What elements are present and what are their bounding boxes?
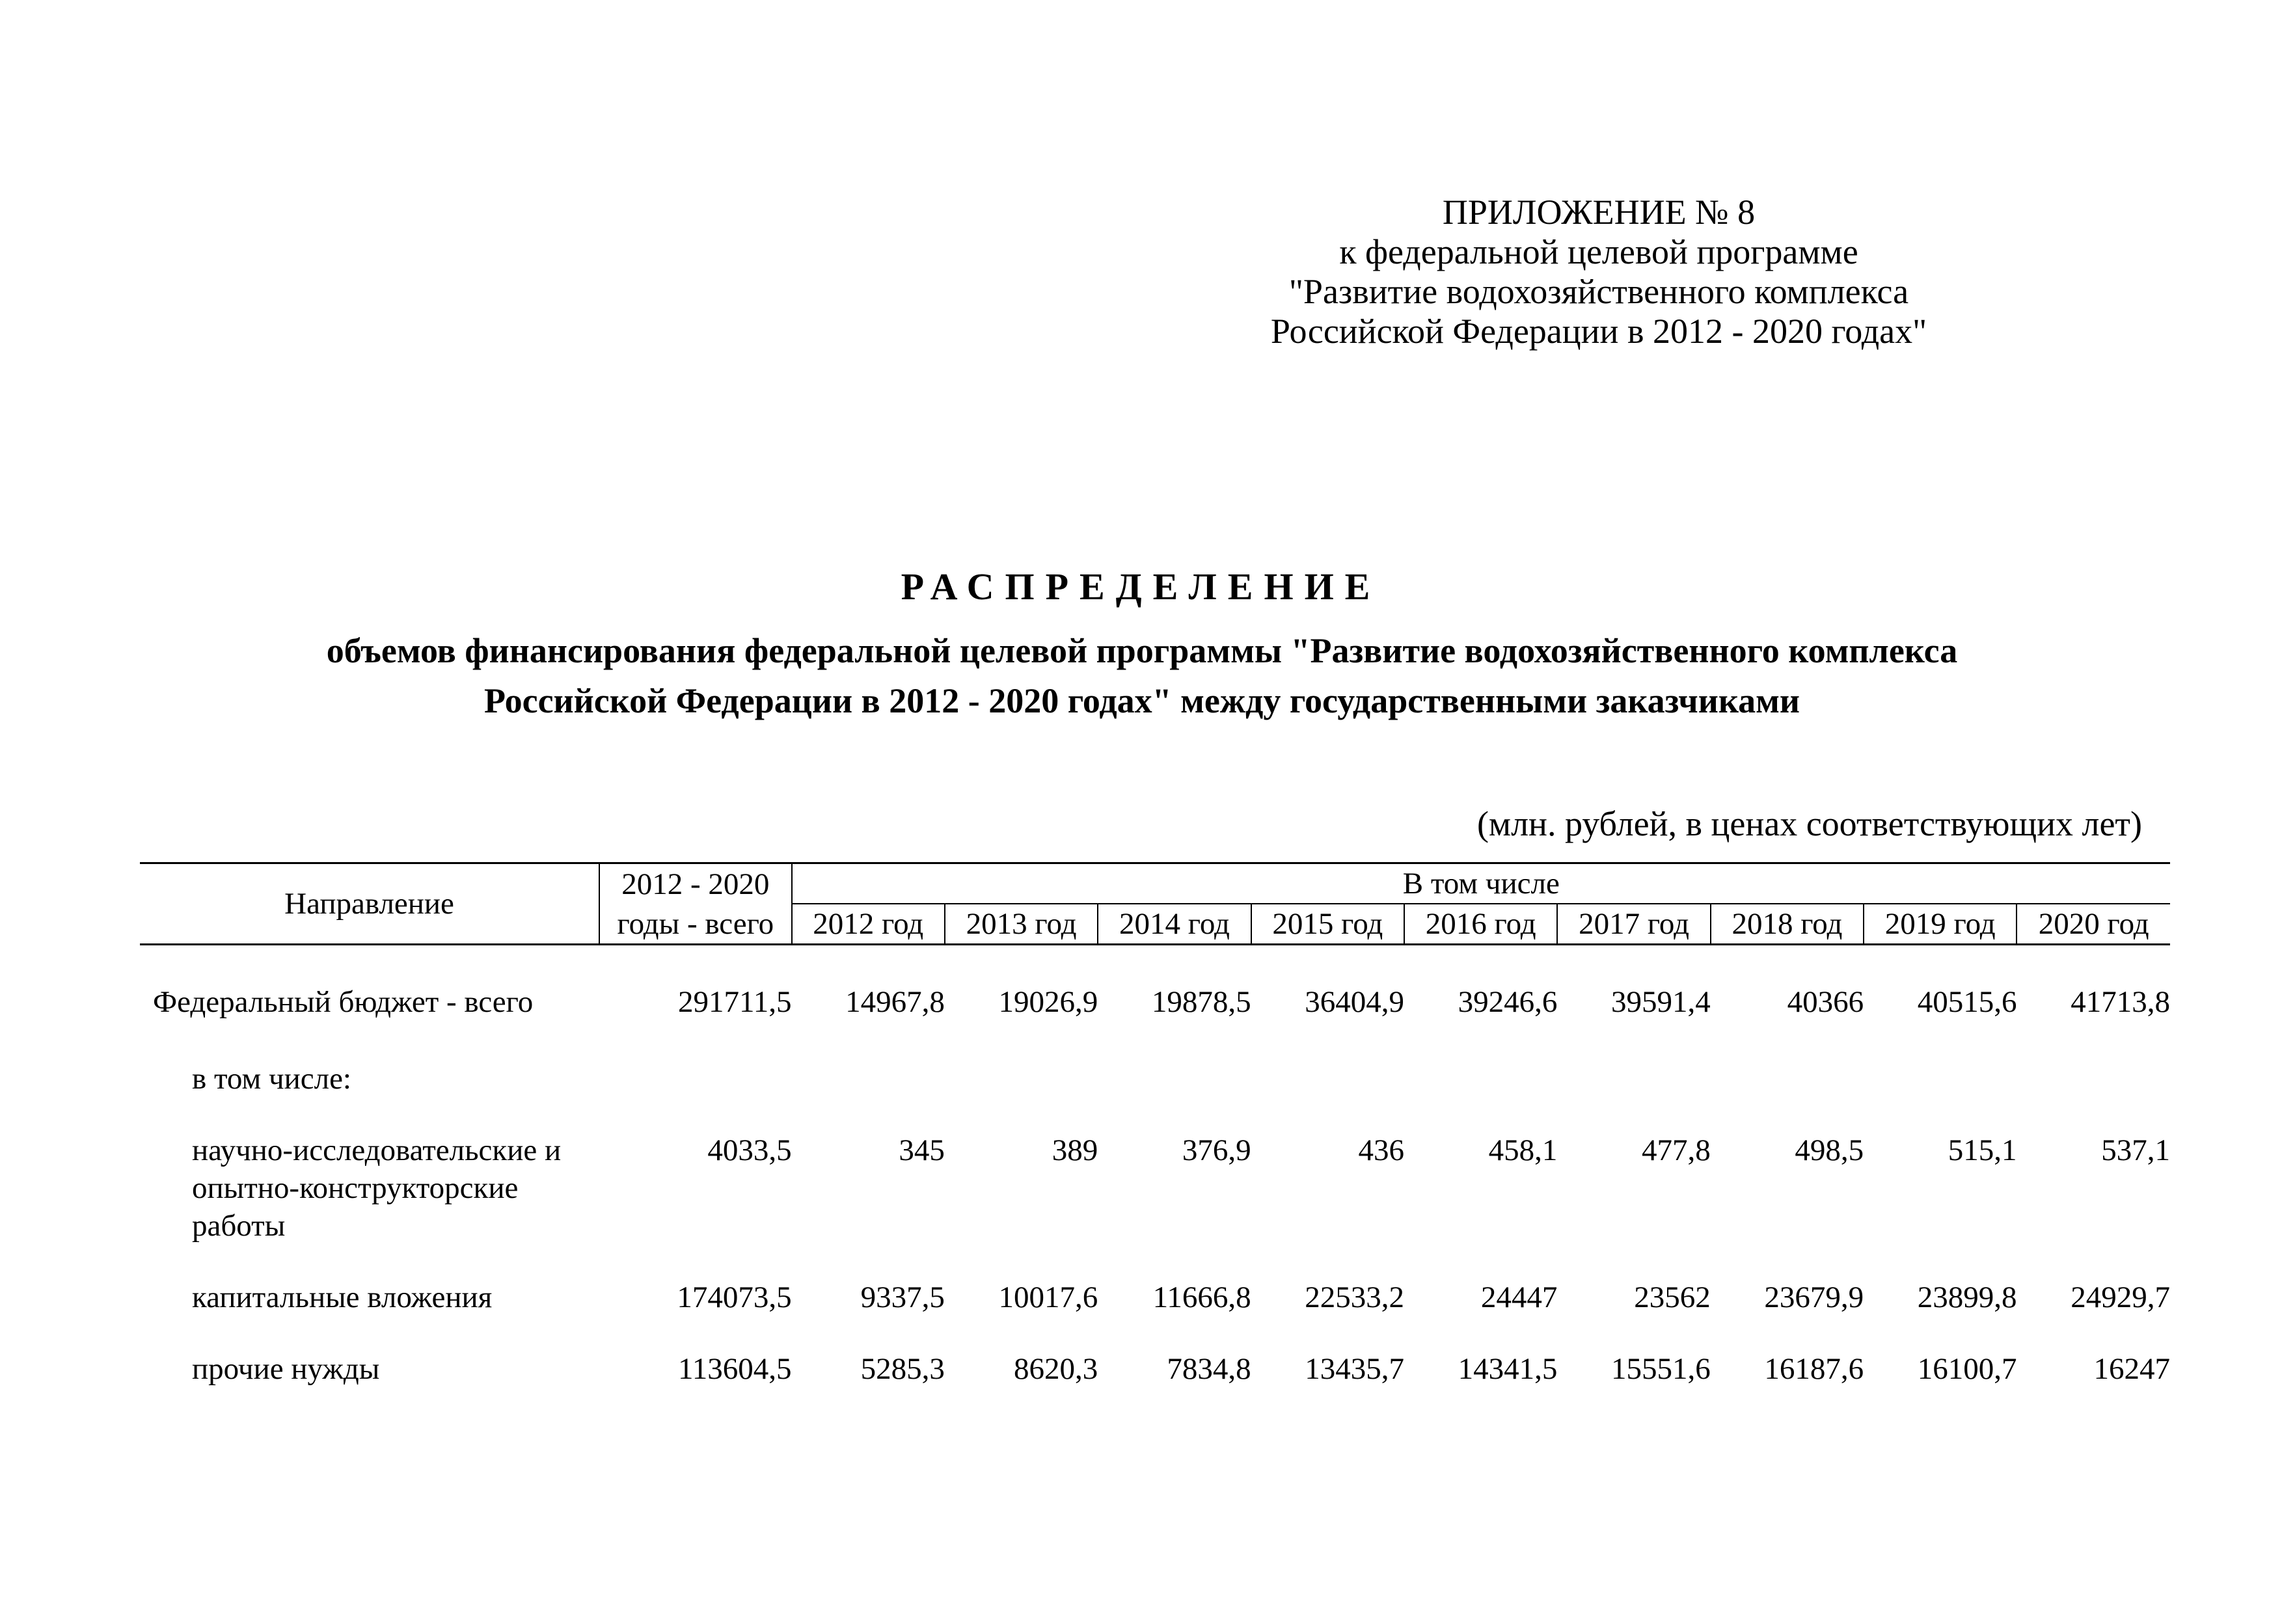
row-total: 174073,5 <box>677 1280 792 1314</box>
row-value: 537,1 <box>2101 1133 2170 1167</box>
row-value: 436 <box>1358 1133 1404 1167</box>
row-total: 291711,5 <box>678 985 792 1019</box>
header-total-line-2: годы - всего <box>599 904 791 945</box>
row-value: 14341,5 <box>1458 1352 1558 1386</box>
row-value: 376,9 <box>1182 1133 1251 1167</box>
row-value: 24929,7 <box>2071 1280 2170 1314</box>
row-value: 19026,9 <box>998 985 1098 1019</box>
row-label: прочие нужды <box>192 1352 380 1386</box>
row-value: 8620,3 <box>1014 1352 1098 1386</box>
table-row-capital-investments <box>140 1245 2170 1316</box>
appendix-program-name: "Развитие водохозяйственного комплекса <box>1288 272 1909 311</box>
header-including: В том числе <box>792 863 2170 904</box>
row-label: Федеральный бюджет - всего <box>153 985 534 1019</box>
units-note: (млн. рублей, в ценах соответствующих лет) <box>1476 804 2142 843</box>
header-year: 2014 год <box>1098 904 1251 945</box>
row-total: 113604,5 <box>678 1352 792 1386</box>
appendix-reference: к федеральной целевой программе <box>1339 232 1858 271</box>
row-value: 389 <box>1052 1133 1098 1167</box>
appendix-program-period: Российской Федерации в 2012 - 2020 годах" <box>1270 312 1927 351</box>
row-value: 515,1 <box>1948 1133 2017 1167</box>
row-value: 23562 <box>1634 1280 1711 1314</box>
subtitle-line-2: Российской Федерации в 2012 - 2020 годах" между государственными заказчиками <box>483 681 1800 720</box>
row-value: 458,1 <box>1488 1133 1558 1167</box>
appendix-number: ПРИЛОЖЕНИЕ № 8 <box>1442 193 1756 232</box>
row-value: 19878,5 <box>1151 985 1251 1019</box>
row-value: 11666,8 <box>1152 1280 1251 1314</box>
document-title: РАСПРЕДЕЛЕНИЕ <box>901 565 1381 608</box>
row-value: 477,8 <box>1641 1133 1711 1167</box>
table-row-other-needs <box>140 1316 2170 1388</box>
row-value: 9337,5 <box>860 1280 945 1314</box>
row-value: 36404,9 <box>1305 985 1404 1019</box>
row-value: 7834,8 <box>1167 1352 1251 1386</box>
financing-table <box>140 862 2170 1388</box>
row-value: 10017,6 <box>998 1280 1098 1314</box>
row-value: 23679,9 <box>1764 1280 1864 1314</box>
header-year: 2015 год <box>1251 904 1404 945</box>
appendix-heading <box>1111 193 2087 351</box>
row-value: 15551,6 <box>1610 1352 1711 1386</box>
row-value: 39591,4 <box>1610 985 1711 1019</box>
table-row-including <box>140 1021 2170 1098</box>
row-label: в том числе: <box>192 1062 351 1096</box>
header-row-1 <box>140 863 2170 904</box>
row-value: 24447 <box>1480 1280 1558 1314</box>
table-row-federal-budget <box>140 945 2170 1022</box>
row-value: 16100,7 <box>1917 1352 2017 1386</box>
row-value: 13435,7 <box>1305 1352 1404 1386</box>
row-value: 40366 <box>1787 985 1864 1019</box>
header-year: 2016 год <box>1404 904 1557 945</box>
header-year: 2012 год <box>792 904 945 945</box>
row-value: 498,5 <box>1795 1133 1864 1167</box>
row-label: научно-исследовательские и опытно-конструкторские работы <box>192 1133 562 1243</box>
row-value: 16187,6 <box>1764 1352 1864 1386</box>
row-value: 40515,6 <box>1917 985 2017 1019</box>
row-value: 14967,8 <box>845 985 945 1019</box>
row-value: 39246,6 <box>1458 985 1558 1019</box>
row-label: капитальные вложения <box>192 1280 493 1314</box>
header-year: 2017 год <box>1557 904 1710 945</box>
row-value: 22533,2 <box>1305 1280 1404 1314</box>
row-total: 4033,5 <box>707 1133 792 1167</box>
header-direction: Направление <box>140 863 599 945</box>
subtitle-line-1: объемов финансирования федеральной целевой программы "Развитие водохозяйственного комплекса <box>326 631 1958 670</box>
document-subtitle <box>195 626 2089 726</box>
header-total-line-1: 2012 - 2020 <box>599 863 791 904</box>
header-year: 2019 год <box>1864 904 2017 945</box>
row-value: 5285,3 <box>860 1352 945 1386</box>
row-value: 41713,8 <box>2071 985 2170 1019</box>
row-value: 16247 <box>2093 1352 2170 1386</box>
table-row-rnd <box>140 1098 2170 1245</box>
header-year: 2018 год <box>1711 904 1864 945</box>
row-value: 23899,8 <box>1917 1280 2017 1314</box>
header-year: 2020 год <box>2017 904 2170 945</box>
header-year: 2013 год <box>945 904 1098 945</box>
row-value: 345 <box>899 1133 945 1167</box>
